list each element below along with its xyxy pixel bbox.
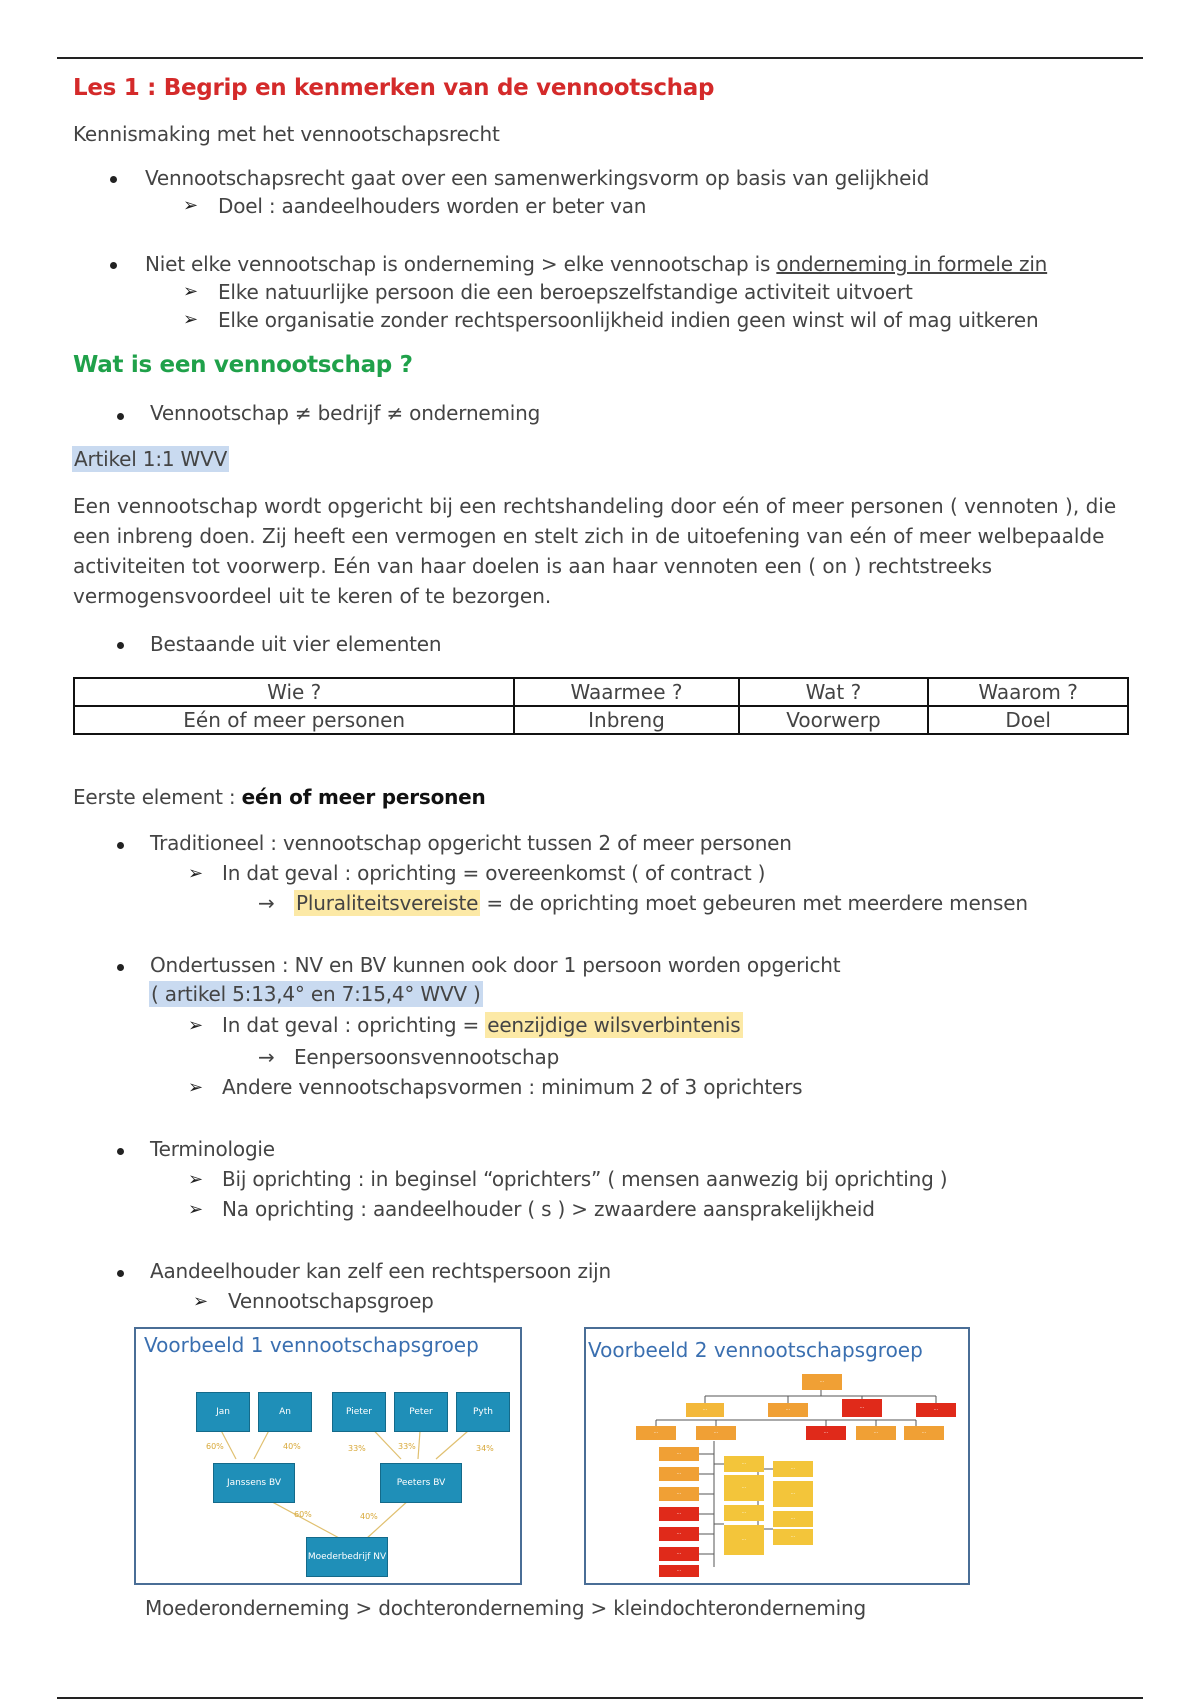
table-cell: Doel <box>928 706 1128 734</box>
percent-label: 60% <box>294 1510 312 1519</box>
org-box: ⋯ <box>773 1461 813 1477</box>
now-article-highlight: ( artikel 5:13,4° en 7:15,4° WVV ) <box>151 982 481 1006</box>
traditional-sub: In dat geval : oprichting = overeenkomst ( of contract ) <box>222 861 766 885</box>
table-cell: Eén of meer personen <box>74 706 514 734</box>
percent-label: 60% <box>206 1442 224 1451</box>
percent-label: 33% <box>348 1444 366 1453</box>
article-label-highlight: Artikel 1:1 WVV <box>74 447 228 471</box>
arrow-bullet-icon: ➢ <box>183 309 199 330</box>
bullet-icon <box>110 262 117 269</box>
intro-bullet-2-sub-2: Elke organisatie zonder rechtspersoonlijkheid indien geen winst wil of mag uitkeren <box>218 308 1039 332</box>
what-heading: Wat is een vennootschap ? <box>73 352 413 378</box>
traditional-bullet: Traditioneel : vennootschap opgericht tussen 2 of meer personen <box>150 831 792 855</box>
org-box: ⋯ <box>659 1527 699 1541</box>
figure-example-1 <box>134 1327 522 1585</box>
percent-label: 34% <box>476 1444 494 1453</box>
group-hierarchy-line: Moederonderneming > dochteronderneming > kleindochteronderneming <box>145 1596 866 1620</box>
org-box: ⋯ <box>856 1426 896 1440</box>
person-box-an: An <box>258 1392 312 1432</box>
bullet-icon <box>117 642 124 649</box>
figure-example-2 <box>584 1327 970 1585</box>
intro-heading: Kennismaking met het vennootschapsrecht <box>73 122 500 146</box>
table-header-cell: Wat ? <box>739 678 929 706</box>
arrow-bullet-icon: ➢ <box>188 1169 204 1190</box>
right-arrow-icon: → <box>258 891 275 915</box>
unilateral-highlight: eenzijdige wilsverbintenis <box>487 1013 741 1037</box>
company-box-janssens: Janssens BV <box>213 1463 295 1503</box>
person-box-jan: Jan <box>196 1392 250 1432</box>
shareholder-bullet: Aandeelhouder kan zelf een rechtspersoon zijn <box>150 1259 612 1283</box>
org-box: ⋯ <box>842 1399 882 1417</box>
org-box: ⋯ <box>659 1547 699 1561</box>
plurality-text: = de oprichting moet gebeuren met meerdere mensen <box>480 891 1028 915</box>
org-box: ⋯ <box>659 1565 699 1577</box>
article-label <box>72 447 229 471</box>
company-box-peeters: Peeters BV <box>380 1463 462 1503</box>
figure-2-title: Voorbeeld 2 vennootschapsgroep <box>588 1338 923 1362</box>
formal-enterprise-underlined: onderneming in formele zin <box>776 252 1048 276</box>
org-box: ⋯ <box>659 1447 699 1461</box>
intro-bullet-2-sub-1: Elke natuurlijke persoon die een beroepszelfstandige activiteit uitvoert <box>218 280 913 304</box>
person-box-pyth: Pyth <box>456 1392 510 1432</box>
now-sub-1-text: In dat geval : oprichting = <box>222 1013 486 1037</box>
table-header-cell: Waarom ? <box>928 678 1128 706</box>
arrow-bullet-icon: ➢ <box>188 1077 204 1098</box>
org-box: ⋯ <box>773 1511 813 1527</box>
arrow-bullet-icon: ➢ <box>183 281 199 302</box>
bullet-icon <box>117 413 124 420</box>
arrow-bullet-icon: ➢ <box>188 863 204 884</box>
terminology-bullet: Terminologie <box>150 1137 275 1161</box>
elements-table <box>73 677 1129 735</box>
bottom-rule <box>57 1697 1143 1699</box>
org-box: ⋯ <box>806 1426 846 1440</box>
now-sub-2: Andere vennootschapsvormen : minimum 2 of 3 oprichters <box>222 1075 803 1099</box>
first-element-label-bold: eén of meer personen <box>241 785 486 809</box>
right-arrow-icon: → <box>258 1045 275 1069</box>
bullet-icon <box>117 1270 124 1277</box>
org-box: ⋯ <box>659 1487 699 1501</box>
article-text: Een vennootschap wordt opgericht bij een rechtshandeling door eén of meer personen ( vennoten ), die een inbreng doen. Zij heeft een vermogen en stelt zich in de uitoefening van eén of meer welbepaalde activiteiten tot voorwerp. Eén van haar doelen is aan haar vennoten een ( on ) rechtstreeks vermogensvoordeel uit te keren of te bezorgen. <box>73 494 1117 608</box>
what-bullet-1: Vennootschap ≠ bedrijf ≠ onderneming <box>150 401 541 425</box>
org-box: ⋯ <box>724 1475 764 1501</box>
first-element-label <box>73 785 486 809</box>
lesson-title: Les 1 : Begrip en kenmerken van de vennootschap <box>73 75 715 101</box>
bullet-icon <box>117 842 124 849</box>
now-article <box>149 982 483 1006</box>
person-box-pieter: Pieter <box>332 1392 386 1432</box>
percent-label: 40% <box>283 1442 301 1451</box>
figure-1-title: Voorbeeld 1 vennootschapsgroep <box>144 1333 479 1357</box>
percent-label: 40% <box>360 1512 378 1521</box>
what-bullet-2: Bestaande uit vier elementen <box>150 632 442 656</box>
table-cell: Voorwerp <box>739 706 929 734</box>
org-box: ⋯ <box>768 1403 808 1417</box>
first-element-label-text: Eerste element : <box>73 785 242 809</box>
plurality-line <box>294 891 1028 915</box>
bullet-icon <box>110 176 117 183</box>
org-box: ⋯ <box>773 1481 813 1507</box>
arrow-bullet-icon: ➢ <box>193 1291 209 1312</box>
org-box: ⋯ <box>659 1507 699 1521</box>
org-box: ⋯ <box>773 1529 813 1545</box>
intro-bullet-1: Vennootschapsrecht gaat over een samenwerkingsvorm op basis van gelijkheid <box>145 166 930 190</box>
table-cell: Inbreng <box>514 706 738 734</box>
bullet-icon <box>117 964 124 971</box>
bullet-icon <box>117 1148 124 1155</box>
plurality-highlight: Pluraliteitsvereiste <box>296 891 479 915</box>
intro-bullet-2 <box>145 252 1047 276</box>
now-bullet: Ondertussen : NV en BV kunnen ook door 1 persoon worden opgericht <box>150 953 841 977</box>
table-header-cell: Wie ? <box>74 678 514 706</box>
arrow-bullet-icon: ➢ <box>183 195 199 216</box>
org-box: ⋯ <box>696 1426 736 1440</box>
one-person-company: Eenpersoonsvennootschap <box>294 1045 560 1069</box>
percent-label: 33% <box>398 1442 416 1451</box>
table-row <box>74 678 1128 706</box>
terminology-sub-2: Na oprichting : aandeelhouder ( s ) > zwaardere aansprakelijkheid <box>222 1197 875 1221</box>
person-box-peter: Peter <box>394 1392 448 1432</box>
intro-bullet-2-text: Niet elke vennootschap is onderneming > elke vennootschap is <box>145 252 777 276</box>
org-box: ⋯ <box>659 1467 699 1481</box>
org-box: ⋯ <box>636 1426 676 1440</box>
org-box: ⋯ <box>802 1374 842 1390</box>
table-row <box>74 706 1128 734</box>
intro-bullet-1-sub: Doel : aandeelhouders worden er beter van <box>218 194 647 218</box>
top-rule <box>57 57 1143 59</box>
arrow-bullet-icon: ➢ <box>188 1015 204 1036</box>
terminology-sub-1: Bij oprichting : in beginsel “oprichters” ( mensen aanwezig bij oprichting ) <box>222 1167 948 1191</box>
org-box: ⋯ <box>686 1403 724 1417</box>
org-box: ⋯ <box>904 1426 944 1440</box>
org-box: ⋯ <box>916 1403 956 1417</box>
now-sub-1 <box>222 1013 743 1037</box>
org-box: ⋯ <box>724 1456 764 1472</box>
org-box: ⋯ <box>724 1505 764 1521</box>
shareholder-sub: Vennootschapsgroep <box>228 1289 434 1313</box>
org-box: ⋯ <box>724 1525 764 1555</box>
table-header-cell: Waarmee ? <box>514 678 738 706</box>
arrow-bullet-icon: ➢ <box>188 1199 204 1220</box>
parent-company-box: Moederbedrijf NV <box>306 1537 388 1577</box>
